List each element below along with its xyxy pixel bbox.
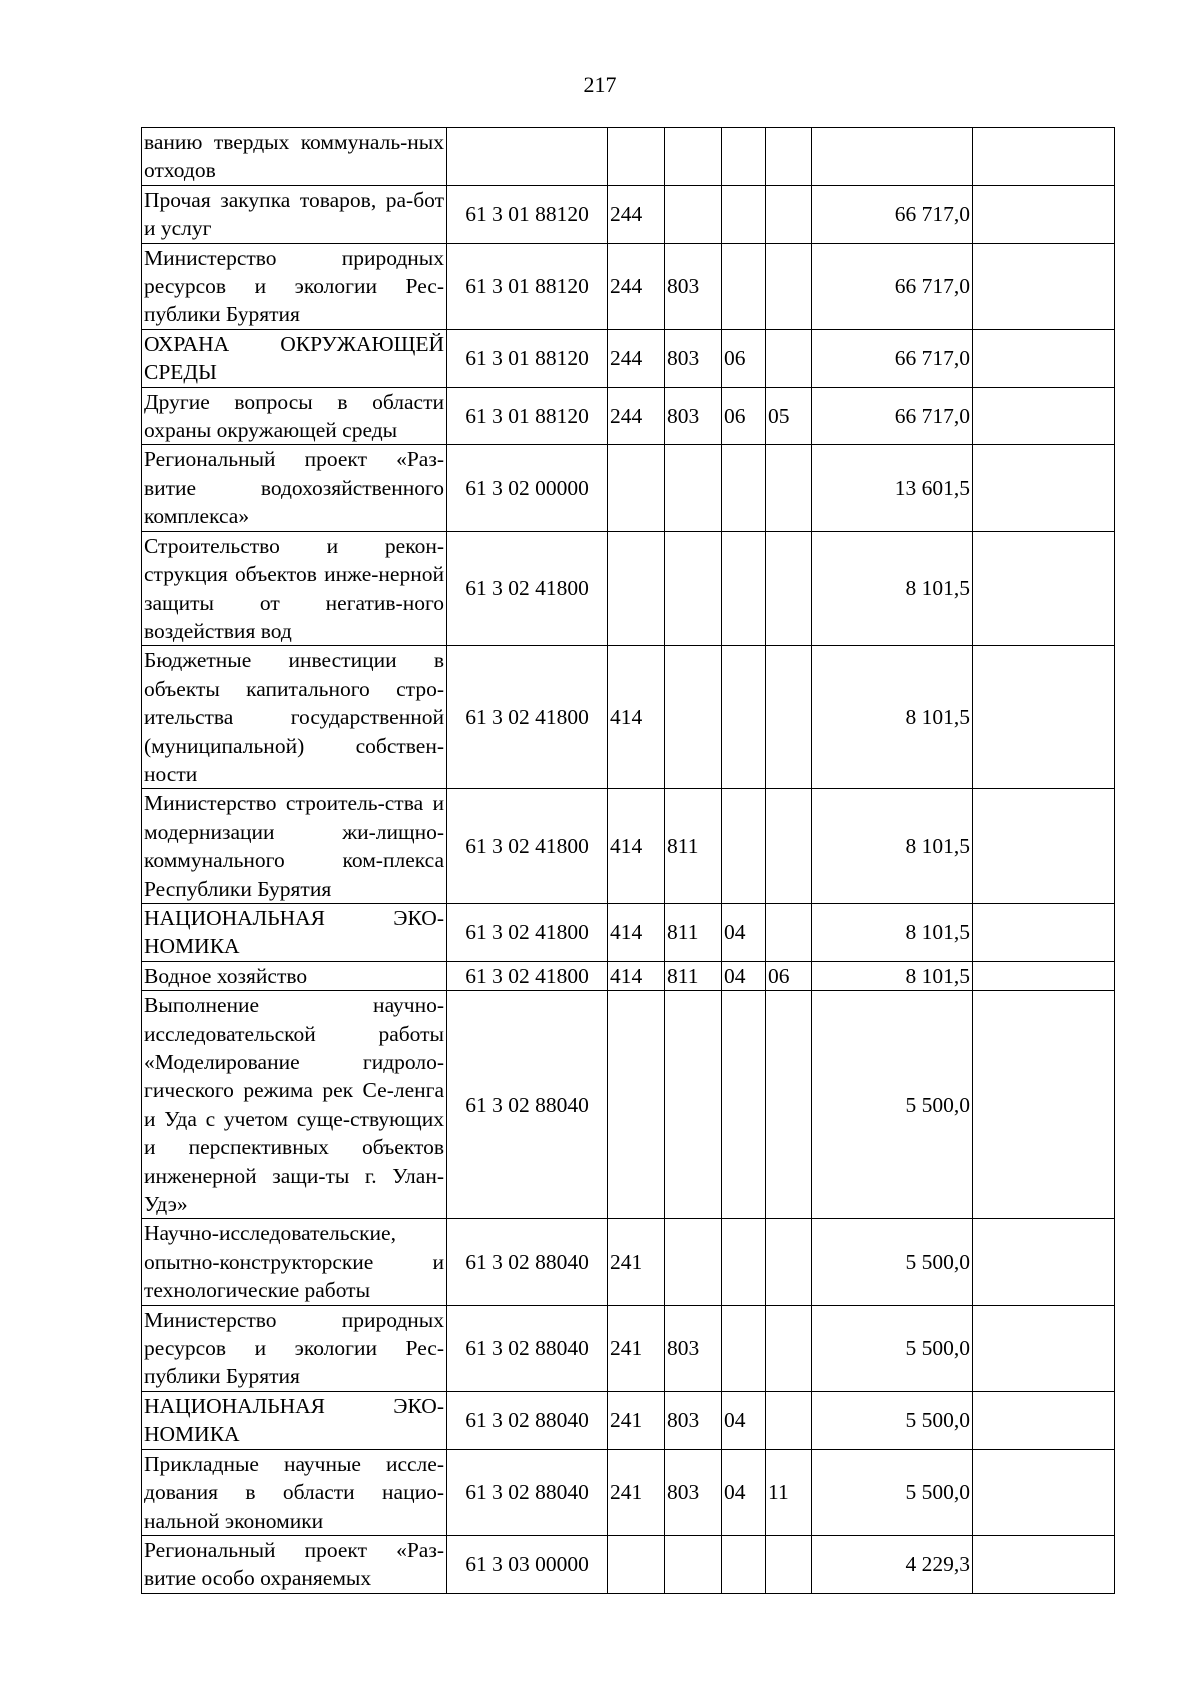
extra-cell: [973, 128, 1115, 186]
section-cell: [722, 445, 766, 531]
department-code-cell: 811: [665, 961, 722, 990]
section-cell: 06: [722, 387, 766, 445]
department-code-cell: 811: [665, 789, 722, 904]
budget-table: [141, 127, 1115, 1594]
section-cell: [722, 1219, 766, 1305]
target-code-cell: 61 3 01 88120: [447, 387, 608, 445]
target-code-cell: [447, 128, 608, 186]
section-cell: [722, 185, 766, 243]
section-cell: [722, 646, 766, 789]
amount-cell: 8 101,5: [812, 646, 973, 789]
extra-cell: [973, 185, 1115, 243]
extra-cell: [973, 445, 1115, 531]
row-name-cell: Бюджетные инвестиции в объекты капитального стро-ительства государственной (муниципальной) собствен-ности: [142, 646, 447, 789]
section-cell: 06: [722, 329, 766, 387]
expense-type-cell: [608, 1535, 665, 1593]
amount-cell: 66 717,0: [812, 243, 973, 329]
table-row: [142, 329, 1115, 387]
extra-cell: [973, 903, 1115, 961]
target-code-cell: 61 3 01 88120: [447, 329, 608, 387]
subsection-cell: [766, 445, 812, 531]
expense-type-cell: 414: [608, 789, 665, 904]
amount-cell: 8 101,5: [812, 531, 973, 646]
extra-cell: [973, 243, 1115, 329]
row-name-cell: НАЦИОНАЛЬНАЯ ЭКО-НОМИКА: [142, 903, 447, 961]
amount-cell: 5 500,0: [812, 991, 973, 1219]
expense-type-cell: 241: [608, 1305, 665, 1391]
target-code-cell: 61 3 01 88120: [447, 185, 608, 243]
subsection-cell: [766, 1219, 812, 1305]
target-code-cell: 61 3 01 88120: [447, 243, 608, 329]
expense-type-cell: 414: [608, 646, 665, 789]
row-name-cell: НАЦИОНАЛЬНАЯ ЭКО-НОМИКА: [142, 1391, 447, 1449]
subsection-cell: [766, 329, 812, 387]
section-cell: 04: [722, 903, 766, 961]
department-code-cell: [665, 128, 722, 186]
expense-type-cell: 244: [608, 185, 665, 243]
table-row: [142, 903, 1115, 961]
extra-cell: [973, 387, 1115, 445]
extra-cell: [973, 1449, 1115, 1535]
amount-cell: [812, 128, 973, 186]
amount-cell: 8 101,5: [812, 789, 973, 904]
table-row: [142, 243, 1115, 329]
target-code-cell: 61 3 02 41800: [447, 789, 608, 904]
target-code-cell: 61 3 02 00000: [447, 445, 608, 531]
department-code-cell: [665, 646, 722, 789]
department-code-cell: [665, 1535, 722, 1593]
target-code-cell: 61 3 02 88040: [447, 991, 608, 1219]
extra-cell: [973, 1535, 1115, 1593]
department-code-cell: 803: [665, 387, 722, 445]
subsection-cell: [766, 1535, 812, 1593]
subsection-cell: [766, 185, 812, 243]
department-code-cell: 803: [665, 1449, 722, 1535]
subsection-cell: [766, 991, 812, 1219]
row-name-cell: Строительство и рекон-струкция объектов инже-нерной защиты от негатив-ного воздействия вод: [142, 531, 447, 646]
row-name-cell: Региональный проект «Раз-витие особо охраняемых: [142, 1535, 447, 1593]
amount-cell: 5 500,0: [812, 1449, 973, 1535]
table-row: [142, 445, 1115, 531]
amount-cell: 5 500,0: [812, 1219, 973, 1305]
subsection-cell: [766, 1305, 812, 1391]
subsection-cell: [766, 789, 812, 904]
subsection-cell: 06: [766, 961, 812, 990]
department-code-cell: [665, 531, 722, 646]
section-cell: [722, 991, 766, 1219]
page-number: 217: [583, 72, 617, 97]
extra-cell: [973, 646, 1115, 789]
subsection-cell: 11: [766, 1449, 812, 1535]
section-cell: [722, 531, 766, 646]
target-code-cell: 61 3 02 41800: [447, 646, 608, 789]
row-name-cell: Научно-исследовательские, опытно-конструкторские и технологические работы: [142, 1219, 447, 1305]
subsection-cell: [766, 531, 812, 646]
subsection-cell: 05: [766, 387, 812, 445]
section-cell: [722, 243, 766, 329]
row-name-cell: Министерство строитель-ства и модернизации жи-лищно-коммунального ком-плекса Республики Бурятия: [142, 789, 447, 904]
department-code-cell: [665, 991, 722, 1219]
extra-cell: [973, 1219, 1115, 1305]
extra-cell: [973, 1391, 1115, 1449]
expense-type-cell: [608, 991, 665, 1219]
department-code-cell: [665, 1219, 722, 1305]
row-name-cell: Министерство природных ресурсов и экологии Рес-публики Бурятия: [142, 1305, 447, 1391]
expense-type-cell: 241: [608, 1219, 665, 1305]
department-code-cell: [665, 445, 722, 531]
amount-cell: 66 717,0: [812, 387, 973, 445]
target-code-cell: 61 3 02 41800: [447, 903, 608, 961]
extra-cell: [973, 329, 1115, 387]
table-row: [142, 1305, 1115, 1391]
expense-type-cell: 244: [608, 387, 665, 445]
section-cell: [722, 1535, 766, 1593]
amount-cell: 5 500,0: [812, 1391, 973, 1449]
extra-cell: [973, 1305, 1115, 1391]
expense-type-cell: 241: [608, 1391, 665, 1449]
department-code-cell: 803: [665, 1391, 722, 1449]
table-row: [142, 387, 1115, 445]
target-code-cell: 61 3 02 41800: [447, 531, 608, 646]
target-code-cell: 61 3 02 88040: [447, 1391, 608, 1449]
section-cell: 04: [722, 1391, 766, 1449]
table-row: [142, 991, 1115, 1219]
table-row: [142, 128, 1115, 186]
amount-cell: 5 500,0: [812, 1305, 973, 1391]
row-name-cell: Прочая закупка товаров, ра-бот и услуг: [142, 185, 447, 243]
expense-type-cell: [608, 531, 665, 646]
amount-cell: 8 101,5: [812, 903, 973, 961]
table-row: [142, 961, 1115, 990]
department-code-cell: 803: [665, 243, 722, 329]
expense-type-cell: [608, 128, 665, 186]
table-row: [142, 789, 1115, 904]
row-name-cell: Прикладные научные иссле-дования в области нацио-нальной экономики: [142, 1449, 447, 1535]
row-name-cell: Другие вопросы в области охраны окружающей среды: [142, 387, 447, 445]
target-code-cell: 61 3 02 88040: [447, 1305, 608, 1391]
expense-type-cell: 414: [608, 961, 665, 990]
subsection-cell: [766, 243, 812, 329]
subsection-cell: [766, 646, 812, 789]
department-code-cell: [665, 185, 722, 243]
expense-type-cell: [608, 445, 665, 531]
subsection-cell: [766, 128, 812, 186]
amount-cell: 13 601,5: [812, 445, 973, 531]
row-name-cell: Региональный проект «Раз-витие водохозяйственного комплекса»: [142, 445, 447, 531]
amount-cell: 66 717,0: [812, 185, 973, 243]
section-cell: [722, 128, 766, 186]
table-row: [142, 646, 1115, 789]
target-code-cell: 61 3 02 88040: [447, 1219, 608, 1305]
extra-cell: [973, 991, 1115, 1219]
table-row: [142, 1391, 1115, 1449]
table-body: [142, 128, 1115, 1594]
section-cell: 04: [722, 1449, 766, 1535]
section-cell: 04: [722, 961, 766, 990]
target-code-cell: 61 3 03 00000: [447, 1535, 608, 1593]
expense-type-cell: 244: [608, 329, 665, 387]
amount-cell: 4 229,3: [812, 1535, 973, 1593]
row-name-cell: Водное хозяйство: [142, 961, 447, 990]
table-row: [142, 1219, 1115, 1305]
row-name-cell: Выполнение научно-исследовательской работы «Моделирование гидроло-гического режима рек Се-ленга и Уда с учетом суще-ствующих и перспективных объектов инженерной защи-ты г. Улан-Удэ»: [142, 991, 447, 1219]
row-name-cell: Министерство природных ресурсов и экологии Рес-публики Бурятия: [142, 243, 447, 329]
amount-cell: 66 717,0: [812, 329, 973, 387]
section-cell: [722, 789, 766, 904]
expense-type-cell: 414: [608, 903, 665, 961]
extra-cell: [973, 789, 1115, 904]
table-row: [142, 531, 1115, 646]
row-name-cell: ванию твердых коммуналь-ных отходов: [142, 128, 447, 186]
extra-cell: [973, 531, 1115, 646]
amount-cell: 8 101,5: [812, 961, 973, 990]
department-code-cell: 803: [665, 329, 722, 387]
subsection-cell: [766, 1391, 812, 1449]
table-row: [142, 1449, 1115, 1535]
department-code-cell: 811: [665, 903, 722, 961]
department-code-cell: 803: [665, 1305, 722, 1391]
row-name-cell: ОХРАНА ОКРУЖАЮЩЕЙ СРЕДЫ: [142, 329, 447, 387]
target-code-cell: 61 3 02 41800: [447, 961, 608, 990]
extra-cell: [973, 961, 1115, 990]
table-row: [142, 185, 1115, 243]
section-cell: [722, 1305, 766, 1391]
expense-type-cell: 241: [608, 1449, 665, 1535]
table-row: [142, 1535, 1115, 1593]
target-code-cell: 61 3 02 88040: [447, 1449, 608, 1535]
expense-type-cell: 244: [608, 243, 665, 329]
subsection-cell: [766, 903, 812, 961]
